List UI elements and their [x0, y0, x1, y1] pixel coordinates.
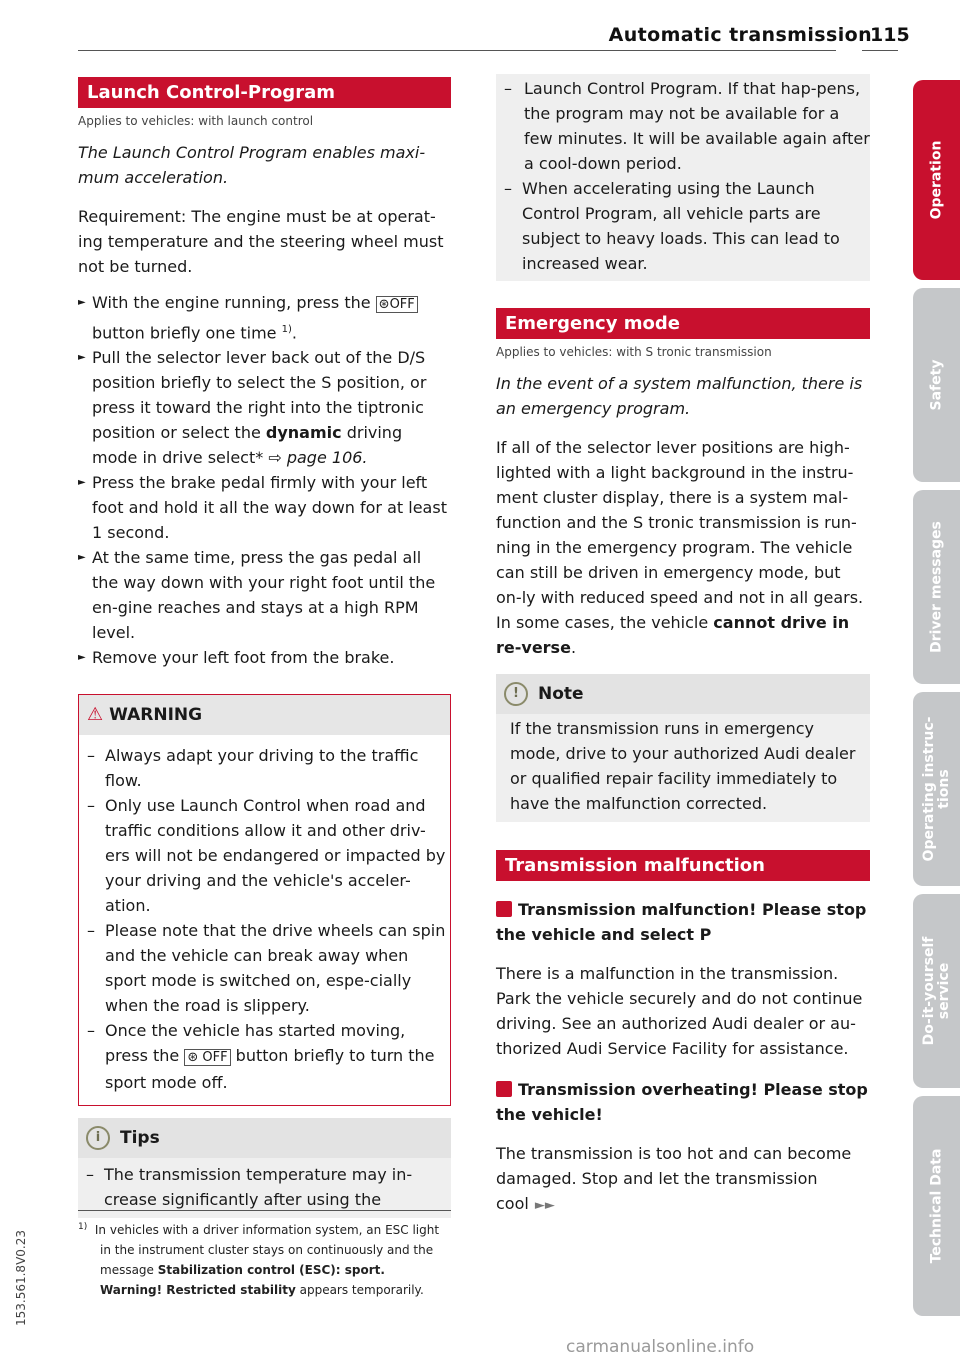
footnote-rule [78, 1210, 451, 1211]
red-warning-lamp-icon [496, 901, 512, 917]
sport-off-button-label: ⊛OFF [376, 296, 418, 313]
list-item: – When accelerating using the Launch Control Program, all vehicle parts are subject to heavy loads. This can lead to increased wear. [496, 176, 870, 276]
list-item: – Once the vehicle has started moving, press the ⊛ OFF button briefly to turn the sport mode off. [79, 1018, 450, 1095]
transmission-malfunction-heading: Transmission malfunction [496, 850, 870, 881]
tips-box [78, 1118, 451, 1218]
launch-requirement: Requirement: The engine must be at operat-ing temperature and the steering wheel must not be turned. [78, 207, 444, 276]
list-item: ► With the engine running, press the ⊛OFF button briefly one time $^{1)}$. [78, 290, 451, 345]
warning-box [78, 694, 451, 1106]
left-column [78, 77, 451, 1218]
red-warning-lamp-icon [496, 1081, 512, 1097]
sport-off-button-label: ⊛ OFF [184, 1049, 230, 1066]
watermark: carmanualsonline.info [566, 1337, 755, 1357]
tips-heading: i Tips [78, 1118, 451, 1158]
list-item: ► Press the brake pedal firmly with your left foot and hold it all the way down for at least 1 second. [78, 470, 451, 545]
header-rule [78, 50, 836, 51]
footnote: $^{1)}$ In vehicles with a driver information system, an ESC light in the instrument cluster stays on continuously and the message Stabilization control (ESC): sport. Warning! Restricted stability appears temporarily. [78, 1222, 440, 1297]
continue-arrow-icon: ►► [534, 1198, 555, 1213]
tab-driver-messages[interactable]: Driver messages [913, 490, 960, 684]
list-item-continued: – Launch Control Program. If that hap-pens, the program may not be available for a few minutes. It will be available again after a cool-down period. [496, 76, 870, 176]
warning-heading: ⚠ WARNING [79, 695, 450, 735]
tab-operation[interactable]: Operation [913, 80, 960, 280]
header-rule-right [862, 50, 898, 51]
page-number: 115 [870, 24, 910, 46]
page-reference-link[interactable]: ⇨ page 106. [268, 448, 368, 468]
right-column [496, 74, 870, 1218]
launch-lead: The Launch Control Program enables maxi-mum acceleration. [78, 143, 426, 187]
tab-do-it-yourself[interactable]: Do-it-yourself service [913, 894, 960, 1088]
note-text: If the transmission runs in emergency mode, drive to your authorized Audi dealer or qualified repair facility immediately to have the malfunction corrected. [496, 714, 870, 822]
note-box [496, 674, 870, 822]
list-item: – Always adapt your driving to the traffic flow. [79, 743, 450, 793]
malfunction-text-1: There is a malfunction in the transmission. Park the vehicle securely and do not continue driving. See an authorized Audi dealer or au-thorized Audi Service Facility for assistance. [496, 964, 863, 1058]
tab-safety[interactable]: Safety [913, 288, 960, 482]
malfunction-message-2: Transmission overheating! Please stop the vehicle! [496, 1080, 868, 1124]
info-icon: i [86, 1126, 110, 1150]
list-item: ► Remove your left foot from the brake. [78, 645, 451, 670]
launch-control-heading: Launch Control-Program [78, 77, 451, 108]
emergency-applies: Applies to vehicles: with S tronic transmission [496, 345, 772, 359]
emergency-lead: In the event of a system malfunction, there is an emergency program. [496, 374, 863, 418]
note-icon: ! [504, 682, 528, 706]
list-item: ► Pull the selector lever back out of the D/S position briefly to select the S position, or press it toward the right into the tiptronic position or select the dynamic driving mode in drive select* ⇨ page 106. [78, 345, 451, 470]
tab-operating-instructions[interactable]: Operating instruc-tions [913, 692, 960, 886]
launch-steps [78, 290, 451, 670]
warning-triangle-icon: ⚠ [87, 704, 104, 726]
warning-list [79, 743, 450, 1095]
malfunction-message-1: Transmission malfunction! Please stop the vehicle and select P [496, 900, 867, 944]
header-title: Automatic transmission [608, 24, 872, 46]
tips-list-continued [496, 74, 870, 281]
document-code: 153.561.8V0.23 [14, 1230, 28, 1326]
list-item: – Only use Launch Control when road and traffic conditions allow it and other driv-ers will not be endangered or impacted by your driving and the vehicle's acceler-ation. [79, 793, 450, 918]
note-heading: ! Note [496, 674, 870, 714]
malfunction-text-2: The transmission is too hot and can become damaged. Stop and let the transmission cool ►► [496, 1144, 852, 1213]
list-item: ► At the same time, press the gas pedal all the way down with your right foot until the en-gine reaches and stays at a high RPM level. [78, 545, 451, 645]
launch-applies: Applies to vehicles: with launch control [78, 114, 314, 128]
emergency-mode-heading: Emergency mode [496, 308, 870, 339]
list-item: – The transmission temperature may in-crease significantly after using the [78, 1162, 451, 1212]
tab-technical-data[interactable]: Technical Data [913, 1096, 960, 1316]
list-item: – Please note that the drive wheels can spin and the vehicle can break away when sport mode is switched on, espe-cially when the road is slippery. [79, 918, 450, 1018]
footnote-ref[interactable]: 1) [281, 324, 292, 335]
emergency-body: If all of the selector lever positions are high-lighted with a light background in the instru-ment cluster display, there is a system mal-function and the S tronic transmission is run-ning in the emergency program. The vehicle can still be driven in emergency mode, but on-ly with reduced speed and not in all gears. In some cases, the vehicle cannot drive in re-verse. [496, 438, 864, 657]
